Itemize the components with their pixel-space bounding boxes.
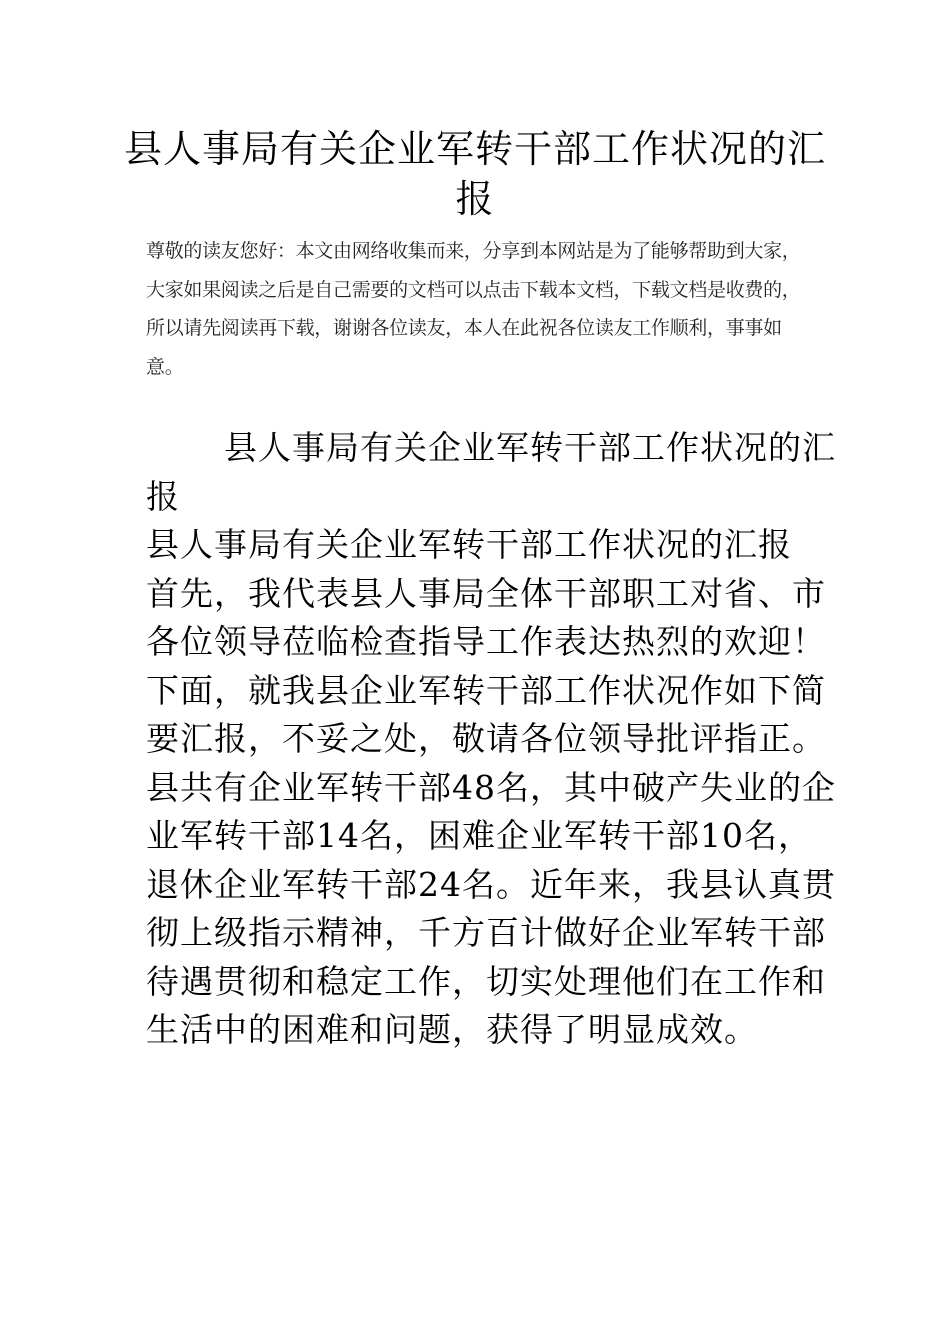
body-heading: 县人事局有关企业军转干部工作状况的汇报 bbox=[146, 428, 836, 516]
body-paragraph-intro: 首先，我代表县人事局全体干部职工对省、市各位领导莅临检查指导工作表达热烈的欢迎！下面，就我县企业军转干部工作状况作如下简要汇报，不妥之处，敬请各位领导批评指正。 bbox=[146, 573, 826, 758]
document-title: 县人事局有关企业军转干部工作状况的汇报 bbox=[123, 127, 826, 221]
document-body bbox=[146, 424, 836, 1055]
body-paragraph-summary: 县共有企业军转干部48名，其中破产失业的企业军转干部14名，困难企业军转干部10名，退休企业军转干部24名。近年来，我县认真贯彻上级指示精神，千方百计做好企业军转干部待遇贯彻和稳定工作，切实处理他们在工作和生活中的困难和问题，获得了明显成效。 bbox=[146, 767, 836, 1049]
body-subheading: 县人事局有关企业军转干部工作状况的汇报 bbox=[146, 525, 792, 564]
reader-notice: 尊敬的读友您好：本文由网络收集而来，分享到本网站是为了能够帮助到大家，大家如果阅读之后是自己需要的文档可以点击下载本文档，下载文档是收费的，所以请先阅读再下载，谢谢各位读友，本人在此祝各位读友工作顺利，事事如意。 bbox=[146, 240, 801, 378]
